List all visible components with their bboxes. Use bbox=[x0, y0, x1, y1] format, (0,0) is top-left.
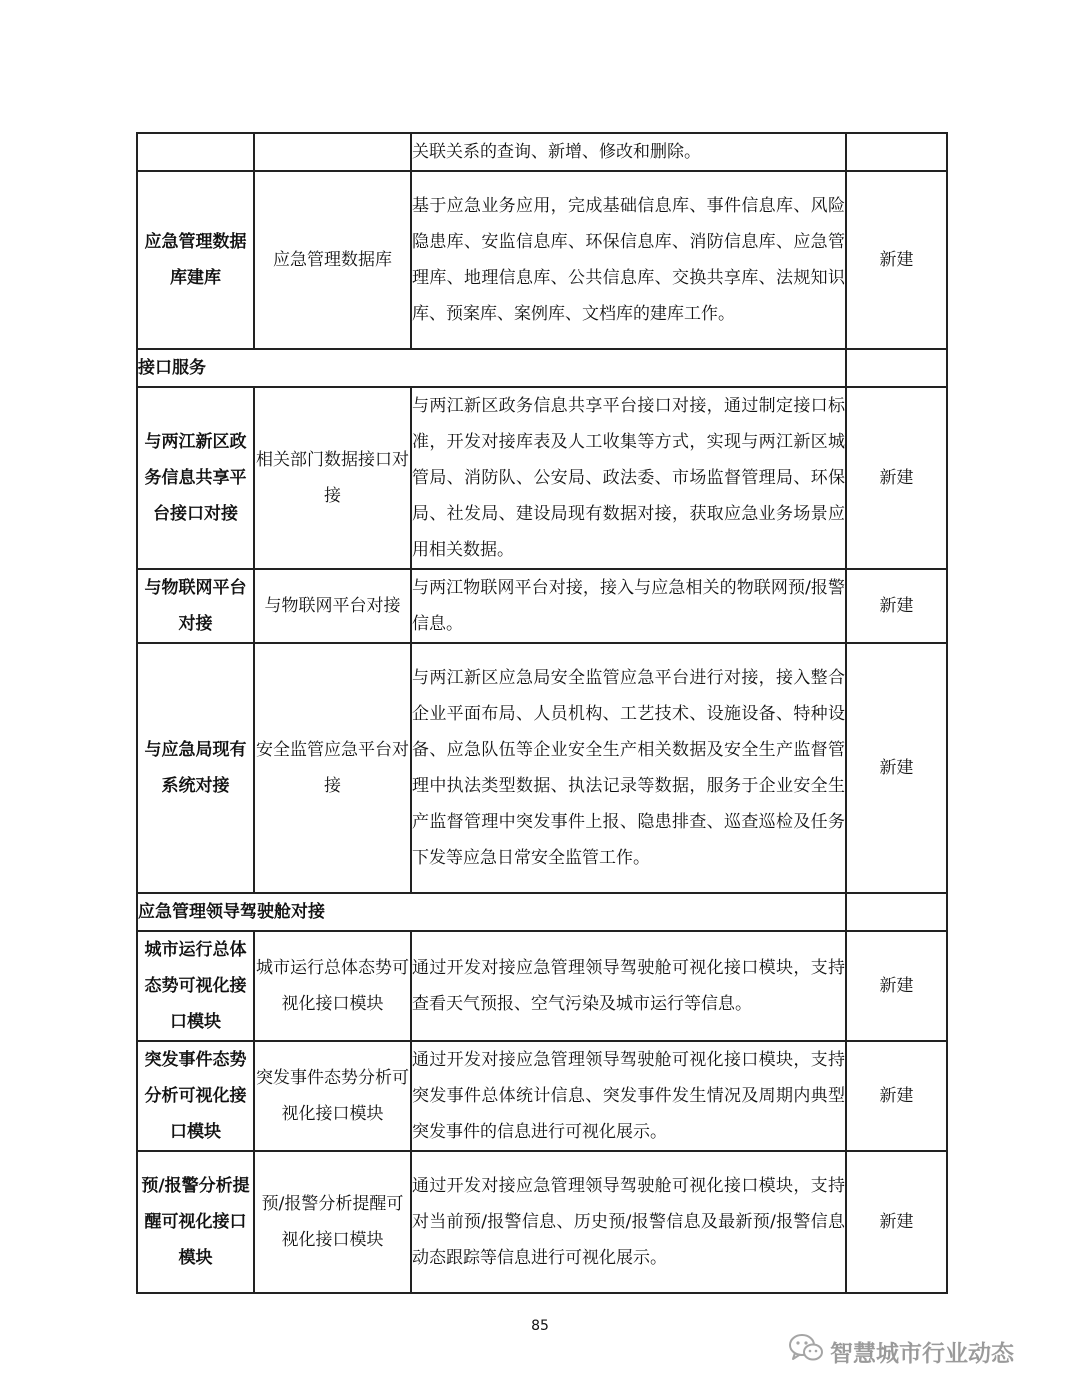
description-cell: 通过开发对接应急管理领导驾驶舱可视化接口模块，支持突发事件总体统计信息、突发事件发生情况及周期内典型突发事件的信息进行可视化展示。 bbox=[411, 1041, 846, 1151]
empty-cell bbox=[846, 893, 947, 931]
item-name-cell: 应急管理数据库建库 bbox=[137, 171, 254, 349]
status-cell bbox=[846, 133, 947, 171]
section-title: 应急管理领导驾驶舱对接 bbox=[137, 893, 846, 931]
table-row bbox=[137, 387, 947, 569]
description-cell: 通过开发对接应急管理领导驾驶舱可视化接口模块，支持对当前预/报警信息、历史预/报警信息及最新预/报警信息动态跟踪等信息进行可视化展示。 bbox=[411, 1151, 846, 1293]
item-name-cell: 突发事件态势分析可视化接口模块 bbox=[137, 1041, 254, 1151]
item-name-cell: 城市运行总体态势可视化接口模块 bbox=[137, 931, 254, 1041]
subitem-cell: 突发事件态势分析可视化接口模块 bbox=[254, 1041, 411, 1151]
table-row bbox=[137, 931, 947, 1041]
item-name-cell: 与应急局现有系统对接 bbox=[137, 643, 254, 893]
spec-table bbox=[136, 132, 948, 1294]
section-title: 接口服务 bbox=[137, 349, 846, 387]
watermark-text: 智慧城市行业动态 bbox=[830, 1340, 1014, 1367]
item-name-cell: 与两江新区政务信息共享平台接口对接 bbox=[137, 387, 254, 569]
subitem-cell: 安全监管应急平台对接 bbox=[254, 643, 411, 893]
table-row bbox=[137, 1041, 947, 1151]
description-cell: 与两江新区应急局安全监管应急平台进行对接，接入整合企业平面布局、人员机构、工艺技术、设施设备、特种设备、应急队伍等企业安全生产相关数据及安全生产监督管理中执法类型数据、执法记录等数据，服务于企业安全生产监督管理中突发事件上报、隐患排查、巡查巡检及任务下发等应急日常安全监管工作。 bbox=[411, 643, 846, 893]
table-row bbox=[137, 643, 947, 893]
status-cell: 新建 bbox=[846, 1041, 947, 1151]
description-cell: 与两江新区政务信息共享平台接口对接，通过制定接口标准，开发对接库表及人工收集等方式，实现与两江新区城管局、消防队、公安局、政法委、市场监督管理局、环保局、社发局、建设局现有数据对接，获取应急业务场景应用相关数据。 bbox=[411, 387, 846, 569]
table-row bbox=[137, 133, 947, 171]
status-cell: 新建 bbox=[846, 643, 947, 893]
subitem-cell bbox=[254, 133, 411, 171]
subitem-cell: 与物联网平台对接 bbox=[254, 569, 411, 643]
description-cell: 与两江物联网平台对接，接入与应急相关的物联网预/报警信息。 bbox=[411, 569, 846, 643]
empty-cell bbox=[846, 349, 947, 387]
description-cell: 通过开发对接应急管理领导驾驶舱可视化接口模块，支持查看天气预报、空气污染及城市运行等信息。 bbox=[411, 931, 846, 1041]
status-cell: 新建 bbox=[846, 931, 947, 1041]
page-number: 85 bbox=[531, 1318, 549, 1334]
table-row bbox=[137, 1151, 947, 1293]
table-row bbox=[137, 171, 947, 349]
section-row bbox=[137, 893, 947, 931]
status-cell: 新建 bbox=[846, 569, 947, 643]
wechat-icon bbox=[788, 1332, 824, 1370]
status-cell: 新建 bbox=[846, 387, 947, 569]
table-row bbox=[137, 569, 947, 643]
item-name-cell: 与物联网平台对接 bbox=[137, 569, 254, 643]
description-cell: 关联关系的查询、新增、修改和删除。 bbox=[411, 133, 846, 171]
subitem-cell: 预/报警分析提醒可视化接口模块 bbox=[254, 1151, 411, 1293]
subitem-cell: 城市运行总体态势可视化接口模块 bbox=[254, 931, 411, 1041]
description-cell: 基于应急业务应用，完成基础信息库、事件信息库、风险隐患库、安监信息库、环保信息库、消防信息库、应急管理库、地理信息库、公共信息库、交换共享库、法规知识库、预案库、案例库、文档库的建库工作。 bbox=[411, 171, 846, 349]
section-row bbox=[137, 349, 947, 387]
subitem-cell: 相关部门数据接口对接 bbox=[254, 387, 411, 569]
status-cell: 新建 bbox=[846, 1151, 947, 1293]
subitem-cell: 应急管理数据库 bbox=[254, 171, 411, 349]
status-cell: 新建 bbox=[846, 171, 947, 349]
item-name-cell bbox=[137, 133, 254, 171]
watermark bbox=[788, 1332, 1014, 1370]
item-name-cell: 预/报警分析提醒可视化接口模块 bbox=[137, 1151, 254, 1293]
